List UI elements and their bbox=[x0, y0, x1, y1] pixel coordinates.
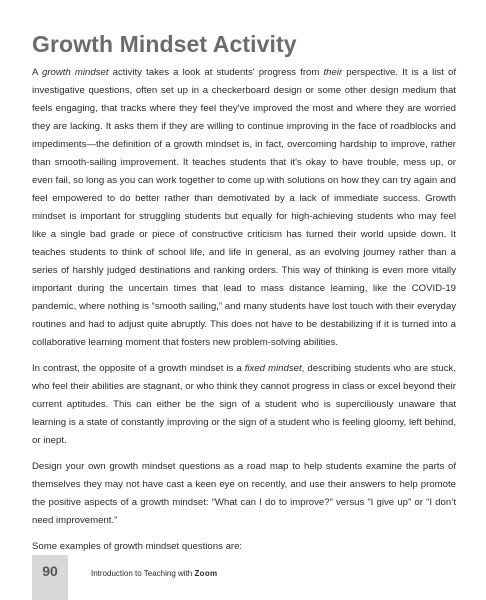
emphasis-growth-mindset: growth mindset bbox=[42, 67, 109, 78]
emphasis-their: their bbox=[323, 67, 343, 78]
paragraph-examples-intro: Some examples of growth mindset questions are: bbox=[32, 541, 243, 552]
paragraph-fixed-mindset bbox=[32, 360, 456, 450]
book-title-brand: Zoom bbox=[194, 569, 218, 578]
text-span: A bbox=[32, 67, 42, 78]
page-number: 90 bbox=[42, 563, 58, 579]
running-footer bbox=[91, 569, 217, 578]
emphasis-fixed-mindset: fixed mindset bbox=[244, 363, 302, 374]
page-title: Growth Mindset Activity bbox=[32, 31, 297, 57]
paragraph-design-questions: Design your own growth mindset questions as a road map to help students examine the parts of themselves they may not have cast a keen eye on recently, and use their answers to help promote the positive aspects of a growth mindset: “What can I do to improve?” versus “I give up” or “I don’t need improvement.” bbox=[32, 461, 456, 526]
book-title: Introduction to Teaching with bbox=[91, 569, 195, 578]
text-span: activity takes a look at students' progress from bbox=[108, 67, 324, 78]
page-number-tab bbox=[32, 555, 68, 600]
text-span: , describing students who are stuck, who feel their abilities are stagnant, or who think they cannot progress in class or excel beyond their current aptitudes. This can either be the sign of a student who is superciliously unaware that learning is a state of constantly improving or the sign of a student who is feeling gloomy, left behind, or inept. bbox=[32, 363, 457, 446]
page-content bbox=[32, 30, 456, 564]
text-span: perspective. It is a list of investigative questions, often set up in a checkerboard design or some other design medium that feels engaging, that tracks where they feel they've improved the most and where they are worried they are lacking. It asks them if they are willing to continue improving in the face of roadblocks and impediments—the definition of a growth mindset is, in fact, overcoming hardship to improve, rather than smooth-sailing improvement. It teaches students that it's okay to have trouble, mess up, or even fail, so long as you can work together to come up with solutions on how they can try again and feel empowered to do better rather than demotivated by a lack of immediate success. Growth mindset is important for struggling students but equally for high-achieving students who may feel like a single bad grade or piece of constructive criticism has turned their world upside down. It teaches students to think of school life, and life in general, as an evolving journey rather than a series of harshly judged destinations and ranking orders. This way of thinking is even more vitally important during the uncertain times that lead to mass distance learning, like the COVID-19 pandemic, where nothing is “smooth sailing,” and many students have lost touch with their everyday routines and had to adjust quite abruptly. This does not have to be destabilizing if it is turned into a collaborative learning moment that fosters new problem-solving abilities. bbox=[32, 67, 456, 348]
text-span: In contrast, the opposite of a growth mindset is a bbox=[32, 363, 245, 374]
paragraph-growth-mindset-intro bbox=[32, 64, 456, 352]
